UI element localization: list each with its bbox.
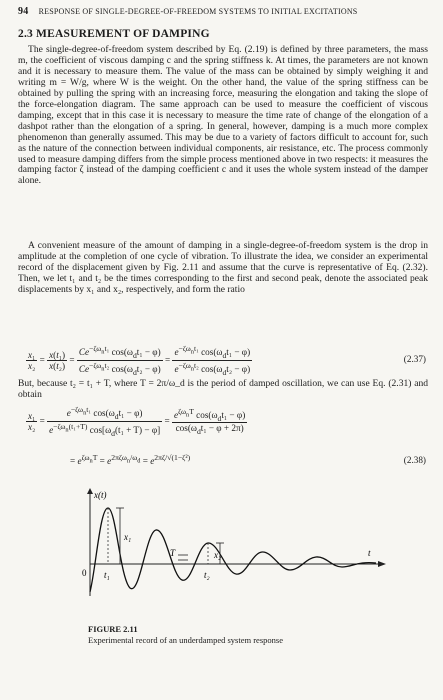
equation-2-38: $\frac{\text{x₁}}{\text{x₂}}$ = $\frac{e^{-\zeta\omega_nt_1} \cos(\omega_dt_1 - \varphi)}{e^{-\zeta\omega_n(t_1+T)} \cos[\omega_d(t_1 + T) - \varphi]}$ = $\frac{e^{\zeta\omega_nT} \cos(\omega_dt_1 - \varphi)}{\cos(\omega_dt_1 - \varphi + 2\pi)}$ = $e^{\zeta\omega_nT} = e^{2\pi\zeta\omega_n/\omega_d} = e^{2\pi\zeta/√(1-\zeta^2)}$ (2.38) xyxy=(28,405,426,467)
paragraph-1: The single-degree-of-freedom system described by Eq. (2.19) is defined by three parameters, the mass m, the coefficient of viscous damping c and the spring stiffness k. At times, the parameters are not known and it is necessary to measure them. The value of the mass can be obtained by simply weighing it and writing m = W/g, where W is the weight. On the other hand, the value of the spring stiffness can be obtained by pulling the spring with an increasing force, measuring the elongation and taking the slope of the force-elongation diagram. The same approach can be used to measure the coefficient of viscous damping, except that in this case it is necessary to measure the time rate of change of the elongation of a dashpot rather than the elongation of a spring. In general, however, damping is a much more complex phenomenon than generally assumed. This may be due to a variety of factors difficult to account for, such as the nature of the connection between individual components, air resistance, etc. The process commonly used to measure damping differs from the simple process mentioned above in two respects: it measures the damping factor ζ instead of the damping coefficient c and it uses the whole system instead of the damper alone. xyxy=(18,44,428,187)
y-axis-label: x(t) xyxy=(94,490,107,500)
book-page: 94 RESPONSE OF SINGLE-DEGREE-OF-FREEDOM SYSTEMS TO INITIAL EXCITATIONS 2.3 MEASUREMENT OF DAMPING The single-degree-of-freedom system described by Eq. (2.19) is defined by three parameters, the mass m, the coefficient of viscous damping c and the spring stiffness k. At times, the parameters are not known and it is necessary to measure them. The value of the mass can be obtained by simply weighing it and writing m = W/g, where W is the weight. On the other hand, the value of the spring stiffness can be obtained by pulling the spring with an increasing force, measuring the elongation and taking the slope of the force-elongation diagram. The same approach can be used to measure the coefficient of viscous damping, except that in this case it is necessary to measure the time rate of change of the elongation of a dashpot rather than the elongation of a spring. In general, however, damping is a much more complex phenomenon than generally assumed. This may be due to a variety of factors difficult to account for, such as the nature of the connection between individual components, air resistance, etc. The process commonly used to measure damping differs from the simple process mentioned above in two respects: it measures the damping factor ζ instead of the damping coefficient c and it uses the whole system instead of the damper alone. A convenient measure of the amount of damping in a single-degree-of-freedom system is the drop in amplitude at the completion of one cycle of vibration. To illustrate the idea, we consider an experimental record of the displacement given by Fig. 2.11 and assume that the curve is representative of Eq. (2.32). Then, we let t₁ and t₂ be the times corresponding to the first and second peak, denote the associated peak displacements by x₁ and x₂, respectively, and form the ratio $\frac{\text{x₁}}{\text{x₂}}$ = $\frac{\text{x(t₁)}}{\text{x(t₂)}}$ = $\frac{Ce^{-\zeta\omega_nt_1} \cos(\omega_dt_1 - \varphi)}{Ce^{-\zeta\omega_nt_2} \cos(\omega_dt_2 - \varphi)}$ = $\frac{e^{-\zeta\omega_nt_1} \cos(\omega_dt_1 - \varphi)}{e^{-\zeta\omega_nt_2} \cos(\omega_dt_2 - \varphi)}$ (2.37) But, because t₂ = t₁ + T, where T = 2π/ω_d is the period of damped oscillation, we can use Eq. (2.31) and obtain $\frac{\text{x₁}}{\text{x₂}}$ = $\frac{e^{-\zeta\omega_nt_1} \cos(\omega_dt_1 - \varphi)}{e^{-\zeta\omega_n(t_1+T)} \cos[\omega_d(t_1 + T) - \varphi]}$ = $\frac{e^{\zeta\omega_nT} \cos(\omega_dt_1 - \varphi)}{\cos(\omega_dt_1 - \varphi + 2\pi)}$ = $e^{\zeta\omega_nT} = e^{2\pi\zeta\omega_n/\omega_d} = e^{2\pi\zeta/√(1-\zeta^2)}$ (2.38) x(t) x₁ x₂ T t 0 t₁ t₂ FIGURE 2.11 Experimental record of an underdamped system response xyxy=(18,6,428,645)
figure-caption-title: FIGURE 2.11 xyxy=(88,624,138,634)
y-axis-arrow xyxy=(87,488,93,494)
response-curve xyxy=(90,508,376,592)
origin-label: 0 xyxy=(82,568,87,578)
running-header xyxy=(18,6,357,17)
x2-label: x₂ xyxy=(214,550,222,560)
t2-label: t₂ xyxy=(204,570,210,580)
figure-2-11 xyxy=(60,488,390,608)
running-title: RESPONSE OF SINGLE-DEGREE-OF-FREEDOM SYSTEMS TO INITIAL EXCITATIONS xyxy=(38,7,358,16)
period-label: T xyxy=(170,548,176,558)
figure-caption-text: Experimental record of an underdamped system response xyxy=(88,635,283,645)
equation-number-2-38: (2.38) xyxy=(403,455,426,465)
paragraph-2: A convenient measure of the amount of damping in a single-degree-of-freedom system is the drop in amplitude at the completion of one cycle of vibration. To illustrate the idea, we consider an experimental record of the displacement given by Fig. 2.11 and assume that the curve is representative of Eq. (2.32). Then, we let t₁ and t₂ be the times corresponding to the first and second peak, denote the associated peak displacements by x₁ and x₂, respectively, and form the ratio xyxy=(18,240,428,295)
page-number: 94 xyxy=(18,6,29,17)
t-axis-label: t xyxy=(368,548,371,558)
t-axis-arrow xyxy=(378,561,386,567)
x1-label: x₁ xyxy=(124,532,132,542)
equation-number-2-37: (2.37) xyxy=(403,354,426,364)
t1-label: t₁ xyxy=(104,570,110,580)
paragraph-3: But, because t₂ = t₁ + T, where T = 2π/ω_d is the period of damped oscillation, we can use Eq. (2.31) and obtain xyxy=(18,378,428,400)
section-title: 2.3 MEASUREMENT OF DAMPING xyxy=(18,28,210,40)
